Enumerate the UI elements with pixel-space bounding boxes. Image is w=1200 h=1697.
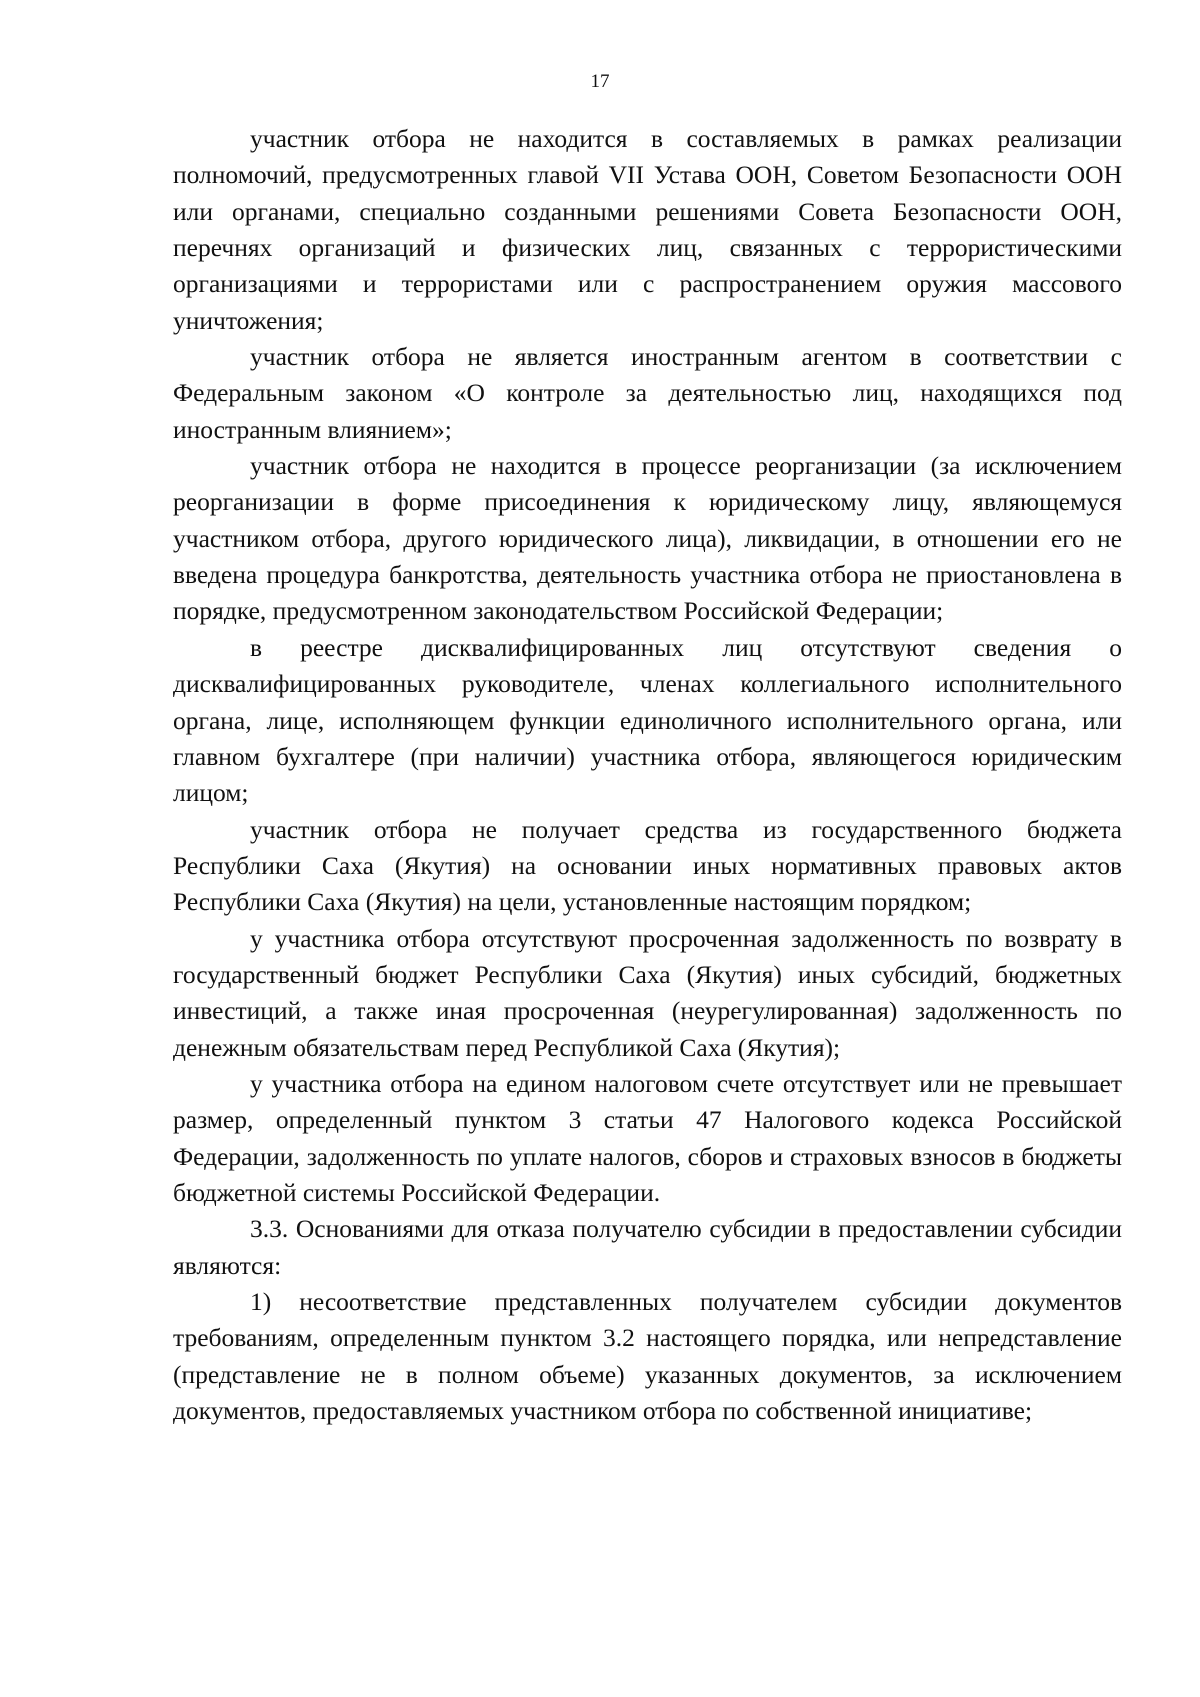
page-number: 17	[590, 71, 610, 92]
paragraph-foreign-agent: участник отбора не является иностранным агентом в соответствии с Федеральным законом «О контроле за деятельностью лиц, находящихся под иностранным влиянием»;	[173, 342, 1122, 444]
document-body	[173, 121, 1122, 1429]
paragraph-item-1-noncompliance: 1) несоответствие представленных получателем субсидии документов требованиям, определенным пунктом 3.2 настоящего порядка, или непредставление (представление не в полном объеме) указанных документов, за исключением документов, предоставляемых участником отбора по собственной инициативе;	[173, 1287, 1122, 1426]
paragraph-other-budget-funds: участник отбора не получает средства из государственного бюджета Республики Саха (Якутия) на основании иных нормативных правовых актов Республики Саха (Якутия) на цели, установленные настоящим порядком;	[173, 814, 1122, 917]
paragraph-reorganization: участник отбора не находится в процессе реорганизации (за исключением реорганизации в форме присоединения к юридическому лицу, являющемуся участником отбора, другого юридического лица), ликвидации, в отношении его не введена процедура банкротства, деятельность участника отбора не приостановлена в порядке, предусмотренном законодательством Российской Федерации;	[173, 451, 1122, 626]
paragraph-disqualified-persons: в реестре дисквалифицированных лиц отсутствуют сведения о дисквалифицированных руководителе, членах коллегиального исполнительного органа, лице, исполняющем функции единоличного исполнительного органа, или главном бухгалтере (при наличии) участника отбора, являющегося юридическим лицом;	[173, 632, 1122, 808]
paragraph-tax-debt: у участника отбора на едином налоговом счете отсутствует или не превышает размер, определенный пунктом 3 статьи 47 Налогового кодекса Российской Федерации, задолженность по уплате налогов, сборов и страховых взносов в бюджеты бюджетной системы Российской Федерации.	[173, 1068, 1122, 1207]
paragraph-un-sanctions-list: участник отбора не находится в составляемых в рамках реализации полномочий, предусмотренных главой VII Устава ООН, Советом Безопасности ООН или органами, специально созданными решениями Совета Безопасности ООН, перечнях организаций и физических лиц, связанных с террористическими организациями и террористами или с распространением оружия массового уничтожения;	[173, 124, 1122, 335]
paragraph-refusal-grounds: 3.3. Основаниями для отказа получателю субсидии в предоставлении субсидии являются:	[173, 1214, 1122, 1280]
paragraph-overdue-debt: у участника отбора отсутствуют просроченная задолженность по возврату в государственный бюджет Республики Саха (Якутия) иных субсидий, бюджетных инвестиций, а также иная просроченная (неурегулированная) задолженность по денежным обязательствам перед Республикой Саха (Якутия);	[173, 923, 1122, 1062]
